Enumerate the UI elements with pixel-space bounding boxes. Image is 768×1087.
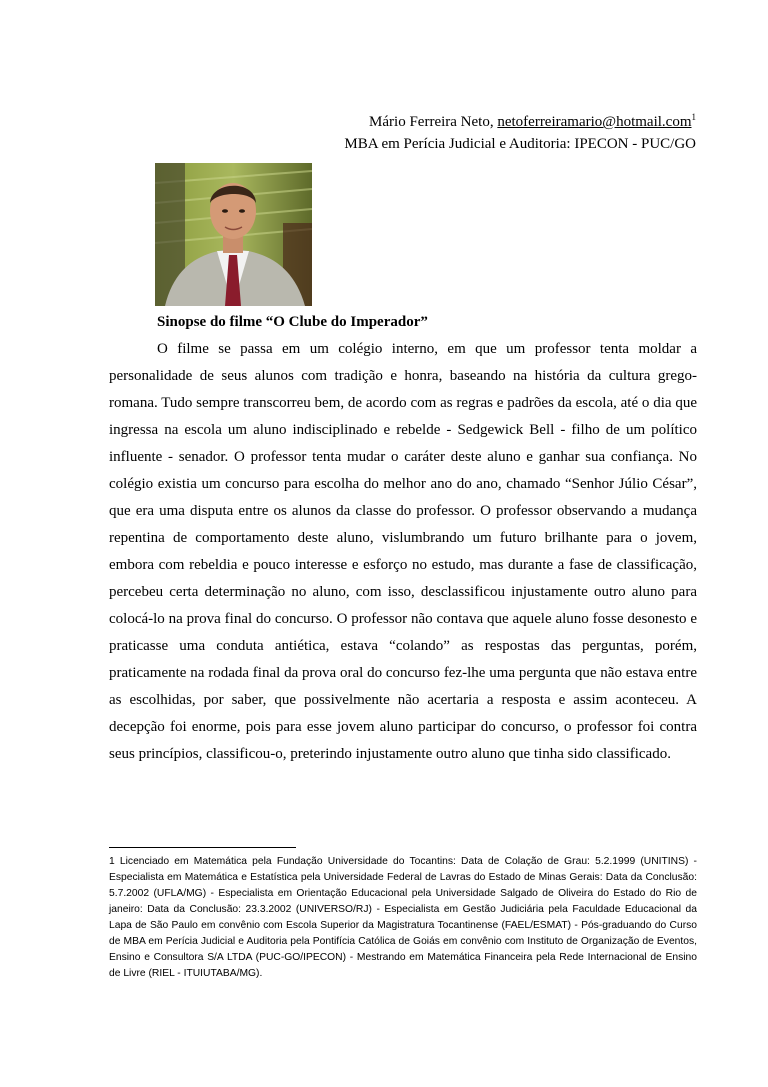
author-name: Mário Ferreira Neto, [369,114,494,130]
article-body [109,336,697,768]
article-paragraph: O filme se passa em um colégio interno, em que um professor tenta moldar a personalidade de seus alunos com tradição e honra, baseando na história da cultura grego-romana. Tudo sempre transcorreu bem, de acordo com as regras e padrões da escola, até o dia que ingressa na escola um aluno indisciplinado e rebelde - Sedgewick Bell - filho de um político influente - senador. O professor tenta mudar o caráter deste aluno e ganhar sua confiança. No colégio existia um concurso para escolha do melhor ano do ano, chamado “Senhor Júlio César”, que era uma disputa entre os alunos da classe do professor. O professor observando a mudança repentina de comportamento deste aluno, vislumbrando um futuro brilhante para o jovem, embora com rebeldia e pouco interesse e esforço no estudo, mas durante a fase de classificação, percebeu certa determinação no aluno, com isso, desclassificou injustamente outro aluno para colocá-lo na prova final do concurso. O professor não contava que aquele aluno fosse desonesto e praticasse uma conduta antiética, estava “colando” as respostas das perguntas, porém, praticamente na rodada final da prova oral do concurso fez-lhe uma pergunta que não estava entre as escolhidas, por saber, que possivelmente não acertaria a resposta e assim aconteceu. A decepção foi enorme, pois para esse jovem aluno participar do concurso, o professor foi contra seus princípios, classificou-o, preterindo injustamente outro aluno que tinha sido classificado. [109,341,697,762]
author-email-link[interactable]: netoferreiramario@hotmail.com [497,114,692,130]
author-header [344,106,696,155]
author-affiliation: MBA em Perícia Judicial e Auditoria: IPECON - PUC/GO [344,136,696,152]
footnote-mark[interactable]: 1 [691,112,696,122]
footnote-separator [109,847,296,848]
article-title: Sinopse do filme “O Clube do Imperador” [157,314,428,330]
footnote: 1 Licenciado em Matemática pela Fundação Universidade do Tocantins: Data de Colação de Grau: 5.2.1999 (UNITINS) - Especialista em Matemática e Estatística pela Universidade Federal de Lavras do Estado de Minas Gerais: Data da Conclusão: 5.7.2002 (UFLA/MG) - Especialista em Orientação Educacional pela Universidade Salgado de Oliveira do Estado do Rio de janeiro: Data da Conclusão: 23.3.2002 (UNIVERSO/RJ) - Especialista em Gestão Judiciária pela Faculdade Educacional da Lapa de São Paulo em convênio com Escola Superior da Magistratura Tocantinense (FAEL/ESMAT) - Pós-graduando do Curso de MBA em Perícia Judicial e Auditoria pela Pontifícia Católica de Goiás em convênio com Instituto de Organização de Eventos, Ensino e Consultora S/A LTDA (PUC-GO/IPECON) - Mestrando em Matemática Financeira pela Rede Internacional de Ensino de Livre (RIEL - ITUIUTABA/MG). [109,856,697,979]
author-portrait [155,163,312,306]
author-line [344,106,696,133]
portrait-image [155,163,312,306]
